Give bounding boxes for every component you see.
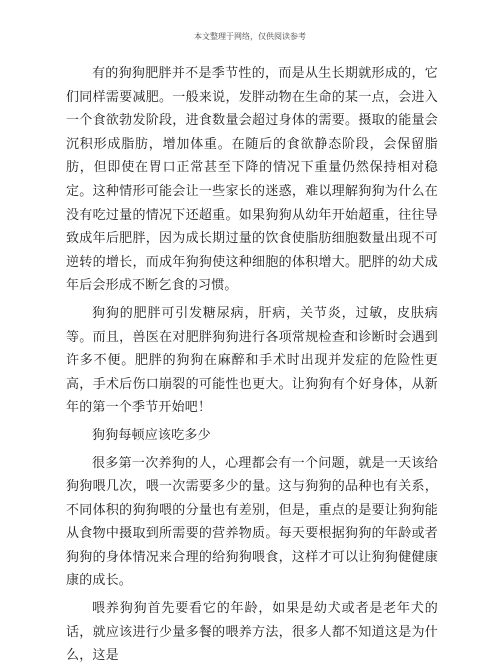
paragraph: 喂养狗狗首先要看它的年龄，如果是幼犬或者是老年犬的话，就应该进行少量多餐的喂养方法，很多人都不知道这是为什么，这是 — [66, 601, 438, 664]
paragraph: 有的狗狗肥胖并不是季节性的，而是从生长期就形成的，它们同样需要减肥。一般来说，发胖动物在生命的某一点，会进入一个食欲勃发阶段，进食数量会超过身体的需要。摄取的能量会沉积形成脂肪，增加体重。在随后的食欲静态阶段，会保留脂肪，但即使在胃口正常甚至下降的情况下重量仍然保持相对稳定。这种情形可能会让一些家长的迷惑，难以理解狗狗为什么在没有吃过量的情况下还超重。如果狗狗从幼年开始超重，往往导致成年后肥胖，因为成长期过量的饮食使脂肪细胞数量出现不可逆转的增长，而成年狗狗使这种细胞的体积增大。肥胖的幼犬成年后会形成不断乞食的习惯。 — [66, 66, 438, 294]
paragraph: 狗狗的肥胖可引发糖尿病，肝病，关节炎，过敏，皮肤病等。而且，兽医在对肥胖狗狗进行各项常规检查和诊断时会遇到许多不便。肥胖的狗狗在麻醉和手术时出现并发症的危险性更高，手术后伤口崩裂的可能性也更大。让狗狗有个好身体，从新年的第一个季节开始吧！ — [66, 305, 438, 416]
paragraph: 很多第一次养狗的人，心理都会有一个问题，就是一天该给狗狗喂几次，喂一次需要多少的量。这与狗狗的品种也有关系，不同体积的狗狗喂的分量也有差别，但是，重点的是要让狗狗能从食物中摄取到所需要的营养物质。每天要根据狗狗的年龄或者狗狗的身体情况来合理的给狗狗喂食，这样才可以让狗狗健健康康的成长。 — [66, 455, 438, 589]
section-heading: 狗狗每顿应该吃多少 — [92, 427, 211, 443]
header-note: 本文整理于网络，仅供阅读参考 — [194, 32, 306, 41]
document-body — [66, 62, 438, 668]
